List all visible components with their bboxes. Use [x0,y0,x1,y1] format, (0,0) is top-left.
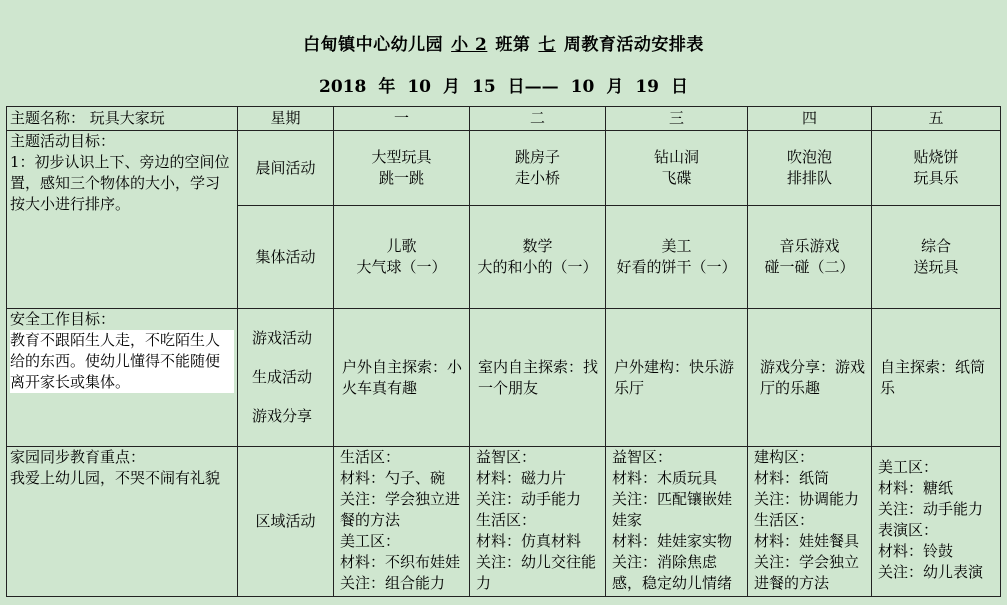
day-header-tue: 二 [470,107,606,131]
game-cell: 户外自主探索：小火车真有趣 [334,309,470,447]
schedule-table [6,106,1001,597]
page-title: 白甸镇中心幼儿园 小 2 班第 七 周教育活动安排表 [303,35,704,55]
group-cell: 综合 送玩具 [872,206,1001,309]
header-row [7,107,1001,131]
morning-cell: 贴烧饼 玩具乐 [872,131,1001,206]
morning-cell: 跳房子 走小桥 [470,131,606,206]
game-row [7,309,1001,447]
weekday-header: 星期 [238,107,334,131]
theme-name-cell: 主题名称： 玩具大家玩 [7,107,238,131]
date-range: 2018 年 10 月 15 日—— 10 月 19 日 [318,77,688,97]
game-label: 生成活动 [252,368,313,386]
area-label: 区域活动 [238,447,334,597]
day-header-mon: 一 [334,107,470,131]
game-labels-cell [238,309,334,447]
group-cell: 儿歌 大气球（一） [334,206,470,309]
group-label: 集体活动 [238,206,334,309]
game-label: 游戏分享 [252,407,313,425]
game-cell: 户外建构：快乐游乐厅 [606,309,748,447]
area-cell: 建构区： 材料：纸筒 关注：协调能力 生活区： 材料：娃娃餐具 关注：学会独立进餐的方法 [748,447,872,597]
group-cell: 美工 好看的饼干（一） [606,206,748,309]
area-cell: 生活区： 材料：勺子、碗 关注：学会独立进餐的方法 美工区： 材料：不织布娃娃 关注：组合能力 [334,447,470,597]
morning-cell: 吹泡泡 排排队 [748,131,872,206]
morning-cell: 钻山洞 飞碟 [606,131,748,206]
day-header-fri: 五 [872,107,1001,131]
day-header-thu: 四 [748,107,872,131]
area-row [7,447,1001,597]
game-cell: 游戏分享：游戏厅的乐趣 [748,309,872,447]
safety-title: 安全工作目标： [10,310,116,328]
area-cell: 益智区： 材料：磁力片 关注：动手能力 生活区： 材料：仿真材料 关注：幼儿交往能力 [470,447,606,597]
game-cell: 自主探索：纸筒乐 [872,309,1001,447]
home-goal-cell: 家园同步教育重点： 我爱上幼儿园，不哭不闹有礼貌 [7,447,238,597]
day-header-wed: 三 [606,107,748,131]
morning-label: 晨间活动 [238,131,334,206]
area-cell: 美工区： 材料：糖纸 关注：动手能力 表演区： 材料：铃鼓 关注：幼儿表演 [872,447,1001,597]
group-cell: 数学 大的和小的（一） [470,206,606,309]
theme-goal-cell: 主题活动目标： 1：初步认识上下、旁边的空间位置，感知三个物体的大小，学习按大小进行排序。 [7,131,238,309]
game-cell: 室内自主探索：找一个朋友 [470,309,606,447]
group-cell: 音乐游戏 碰一碰（二） [748,206,872,309]
morning-cell: 大型玩具 跳一跳 [334,131,470,206]
week-number: 七 [538,35,556,55]
safety-goal-cell [7,309,238,447]
area-cell: 益智区： 材料：木质玩具 关注：匹配镶嵌娃娃家 材料：娃娃家实物 关注：消除焦虑感，稳定幼儿情绪 [606,447,748,597]
morning-row [7,131,1001,206]
class-name: 小 2 [451,35,488,55]
safety-text: 教育不跟陌生人走，不吃陌生人给的东西。使幼儿懂得不能随便离开家长或集体。 [10,330,234,393]
game-label: 游戏活动 [252,329,313,347]
